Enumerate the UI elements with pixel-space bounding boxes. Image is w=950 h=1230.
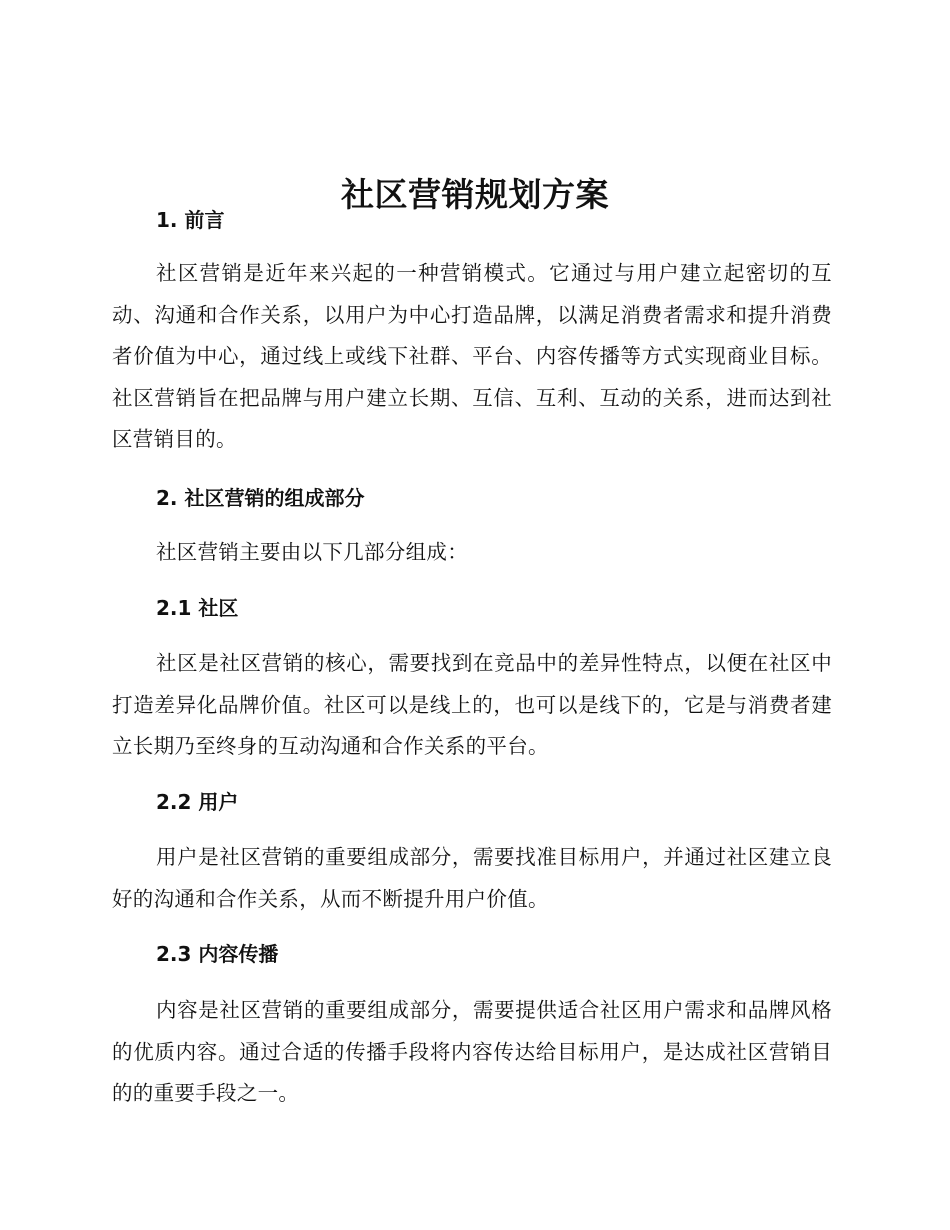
section-paragraph-preface: 社区营销是近年来兴起的一种营销模式。它通过与用户建立起密切的互动、沟通和合作关系，以用户为中心打造品牌，以满足消费者需求和提升消费者价值为中心，通过线上或线下社群、平台、内容传播等方式实现商业目标。社区营销旨在把品牌与用户建立长期、互信、互利、互动的关系，进而达到社区营销目的。 <box>112 261 832 451</box>
section-paragraph-community: 社区是社区营销的核心，需要找到在竞品中的差异性特点，以便在社区中打造差异化品牌价值。社区可以是线上的，也可以是线下的，它是与消费者建立长期乃至终身的互动沟通和合作关系的平台。 <box>112 651 832 758</box>
section-paragraph-content: 内容是社区营销的重要组成部分，需要提供适合社区用户需求和品牌风格的优质内容。通过合适的传播手段将内容传达给目标用户，是达成社区营销目的的重要手段之一。 <box>112 998 832 1105</box>
section-heading-users: 2.2 用户 <box>156 790 239 814</box>
section-heading-content: 2.3 内容传播 <box>156 942 279 966</box>
section-heading-components: 2. 社区营销的组成部分 <box>156 486 365 510</box>
document-title: 社区营销规划方案 <box>341 175 609 215</box>
section-paragraph-components: 社区营销主要由以下几部分组成： <box>156 540 468 564</box>
section-heading-preface: 1. 前言 <box>156 208 225 232</box>
section-paragraph-users: 用户是社区营销的重要组成部分，需要找准目标用户，并通过社区建立良好的沟通和合作关系，从而不断提升用户价值。 <box>112 845 832 911</box>
section-heading-community: 2.1 社区 <box>156 596 239 620</box>
